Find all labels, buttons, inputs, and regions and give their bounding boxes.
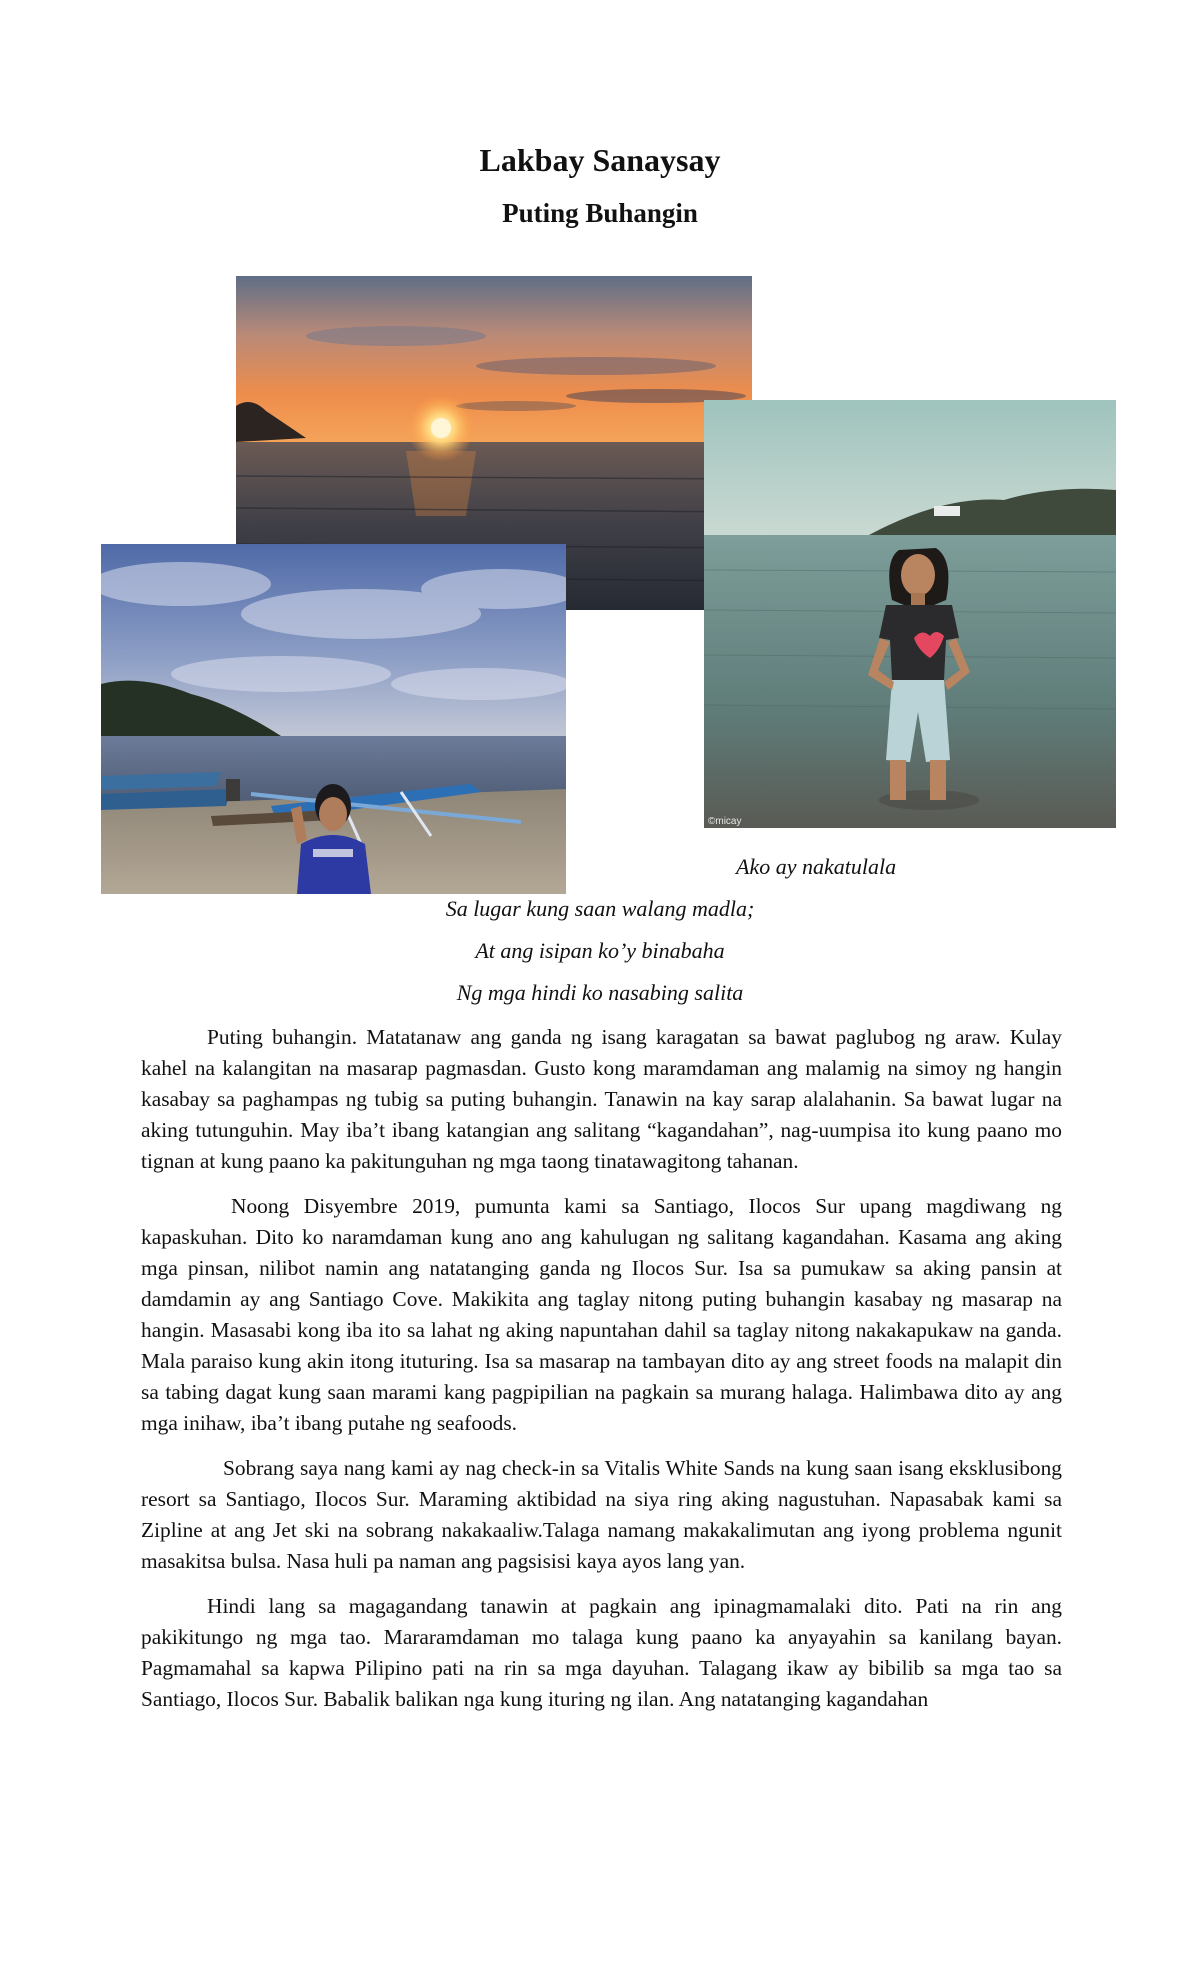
poem-line: Ako ay nakatulala [736,854,897,879]
essay-paragraph: Sobrang saya nang kami ay nag check-in sa Vitalis White Sands na kung saan isang eksklusibong resort sa Santiago, Ilocos Sur. Maraming aktibidad na siya ring aking nagustuhan. Napasabak kami sa Zipline at ang Jet ski na sobrang nakakaaliw.Talaga namang makakalimutan ang iyong problema ngunit masakitsa bulsa. Nasa huli pa naman ang pagsisisi kaya ayos lang yan. [141,1456,1062,1573]
poem-line: At ang isipan ko’y binabaha [475,938,725,963]
essay-paragraph: Puting buhangin. Matatanaw ang ganda ng isang karagatan sa bawat paglubog ng araw. Kulay kahel na kalangitan na masarap pagmasdan. Gusto kong maramdaman ang malamig na simoy ng hangin kasabay sa paghampas ng tubig sa puting buhangin. Tanawin na kay sarap alalahanin. Sa bawat lugar na aking tutunguhin. May iba’t ibang katangian ang salitang “kagandahan”, nag-uumpisa ito kung paano mo tignan at kung paano ka pakitunguhan ng mga taong tinatawagitong tahanan. [141,1025,1062,1173]
essay-paragraph: Noong Disyembre 2019, pumunta kami sa Santiago, Ilocos Sur upang magdiwang ng kapaskuhan. Dito ko naramdaman kung ano ang kahulugan ng salitang kagandahan. Kasama ang aking mga pinsan, nilibot namin ang natatanging ganda ng Ilocos Sur. Isa sa pumukaw sa aking pansin at damdamin ay ang Santiago Cove. Makikita ang taglay nitong puting buhangin kasabay ng masarap na hangin. Masasabi kong iba ito sa lahat ng aking napuntahan dahil sa taglay nitong nakakapukaw na ganda. Mala paraiso kung akin itong ituturing. Isa sa masarap na tambayan dito ay ang street foods na malapit din sa tabing dagat kung saan marami kang pagpipilian na pagkain sa murang halaga. Halimbawa dito ay ang mga inihaw, iba’t ibang putahe ng seafoods. [141,1194,1062,1435]
poem-line: Sa lugar kung saan walang madla; [445,896,755,921]
essay-body [141,1022,1062,1729]
page-subtitle: Puting Buhangin [502,198,698,228]
page-title: Lakbay Sanaysay [479,142,721,178]
essay-paragraph: Hindi lang sa magagandang tanawin at pagkain ang ipinagmamalaki dito. Pati na rin ang pakikitungo ng mga tao. Mararamdaman mo talaga kung paano ka anyayahin sa kanilang bayan. Pagmamahal sa kapwa Pilipino pati na rin sa mga dayuhan. Talagang ikaw ay bibilib sa mga tao sa Santiago, Ilocos Sur. Babalik balikan nga kung ituring ng ilan. Ang natatanging kagandahan [141,1594,1062,1711]
girl-in-sea-photo [704,400,1116,828]
beach-photo [101,544,566,894]
photo-watermark: ©micay [708,816,742,827]
poem-line: Ng mga hindi ko nasabing salita [456,980,744,1005]
